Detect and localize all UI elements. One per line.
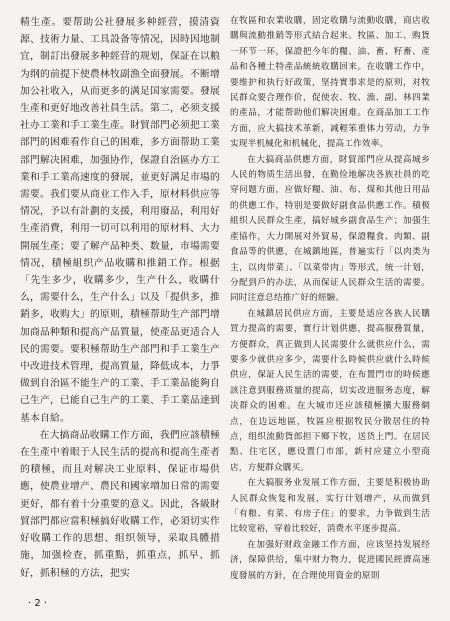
paragraph: 在大搞商品供應方面，財貿部門应从提高城乡人民的物质生活出發，在勤俭地解决各族社員的吃穿问题方面，应做好糧、油、布、煤和其他日用品的供應工作，特别是要做好副食品供應工作。積极組织人民群众生產，搞好城乡副食品生产；加强生產協作，大力開展对外貿易，保證糧食、肉類、副食品等的供應，在城鎮地區，普遍实行「以肉类为主，以肉带菜」、「以菜带肉」等形式，统一计划，分配到戶的办法，从而保证人民群众生活的需要。同时注意总结推广好的經驗。 bbox=[230, 154, 430, 304]
paragraph: 在加强好财政金融工作方面，应该坚持发展经济，保障供给，集中财力物力，促进國民經濟高速度發展的方針，在合理使用資金的原則 bbox=[230, 539, 430, 581]
paragraph: 在牧區和农業收購，固定收購与流動收購，商店收購與流動推銷等形式結合起来。牧區、加工、购貨一环节一环，保證把今年的糧、油、畜、籽畜、產品和各種土特產品統統收購回来。在收購工作中，要维护和执行好政策，坚持實事求是的原则，对牧民群众要合理作价，促使农、牧、漁、副、林四業的產品，才能帮助他们解决困难。在商品加工工作方面，应大搞技术革新，减輕笨重体力劳动，力争实现半机械化和机械化，提高工作效率。 bbox=[230, 16, 430, 150]
page-number: · 2 · bbox=[28, 598, 48, 609]
paragraph: 在城鎮居民供应方面，主要是适应各族人民購買力提高的需要，實行计划供應，提高服務質量，方便群众，真正做到人民需要什么就供应什么，需要多少就供应多少，需要什么時候供应就什么時候供应，保証人民生活的需要，在布置門市的時候應該注意到服務质量的提高，切实改进服务态度，解决群众的困难。在大城市还应該積極擴大服務網点，在边远地區，牧區应根据牧民分散居住的特点，组织流動貨郎担下鄉下牧，送货上門。在居民點、住宅区，應设置门市部，新村应建立小型商店，方便群众購买。 bbox=[230, 308, 430, 473]
paragraph: 在大搞商品收購工作方面，我們应該積極在生產中着眼于人民生活的提高和提高生產者的積極，而且对解决工业原料、保证市場供應，使農业增产、農民和國家増加日常的需要更好，都有着十分重要的意义。因此，各級財貿部門都应當积極搞好收購工作，必須切实作好收購工作的思想、组织领导，采取具體措施，加强检查，抓重點，抓重点，抓早、抓好，抓积極的方法，把实 bbox=[20, 429, 220, 579]
left-column bbox=[20, 14, 220, 582]
paragraph: 在大搞服务业发展工作方面，主要是积极协助人民群众恢复和发展，实行计划增产，从而做到「有粮、有菜、有房子住」的要求，力争做到生活比较宽裕，穿着比较好，消费水平逐步提高。 bbox=[230, 478, 430, 535]
right-column bbox=[230, 14, 430, 584]
paragraph: 精生產。要帮助公社發展多种經营，摸清資源、技術力量、工具設备等情况，因時因地制宜，制訂出發展多种經营的规划，保証在以粮为纲的前提下使農林牧副漁全面發展。不断增加公社收入，从而更多的满足国家需要。發展生產和更好地改善社員生活。第二，必须支援社办工業和手工業生產。財貿部門必须把工業部門的困难看作自己的困难，多方面帮助工業部門解决困难，加强协作，保證自治區办方工業和手工業高速度的發展，並更好满足市場的需要。我们要从商业工作入手，原材料供应等情况，予以有計劃的支援，利用廢品，利用好生產消費，利用一切可以利用的原材料、大力開展生產；要了解产品种类、数量，市場需要情况，積極組织产品收購和推銷工作。根据「先生多少，收購多少，生产什么，收購什么，需要什么，生产什么」以及「提供多，推銷多，收购大」的原则，積極帮助生产部門增加商品种類和提高产品質量，使產品更适合人民的需要。要积極帮助生产部門和手工業生产中改进技术管理，提高質量，降低成本，力爭做到自治區不能生产的工業、手工業品能夠自己生产，已能自己生产的工業、手工業品達到基本自給。 bbox=[20, 17, 220, 424]
